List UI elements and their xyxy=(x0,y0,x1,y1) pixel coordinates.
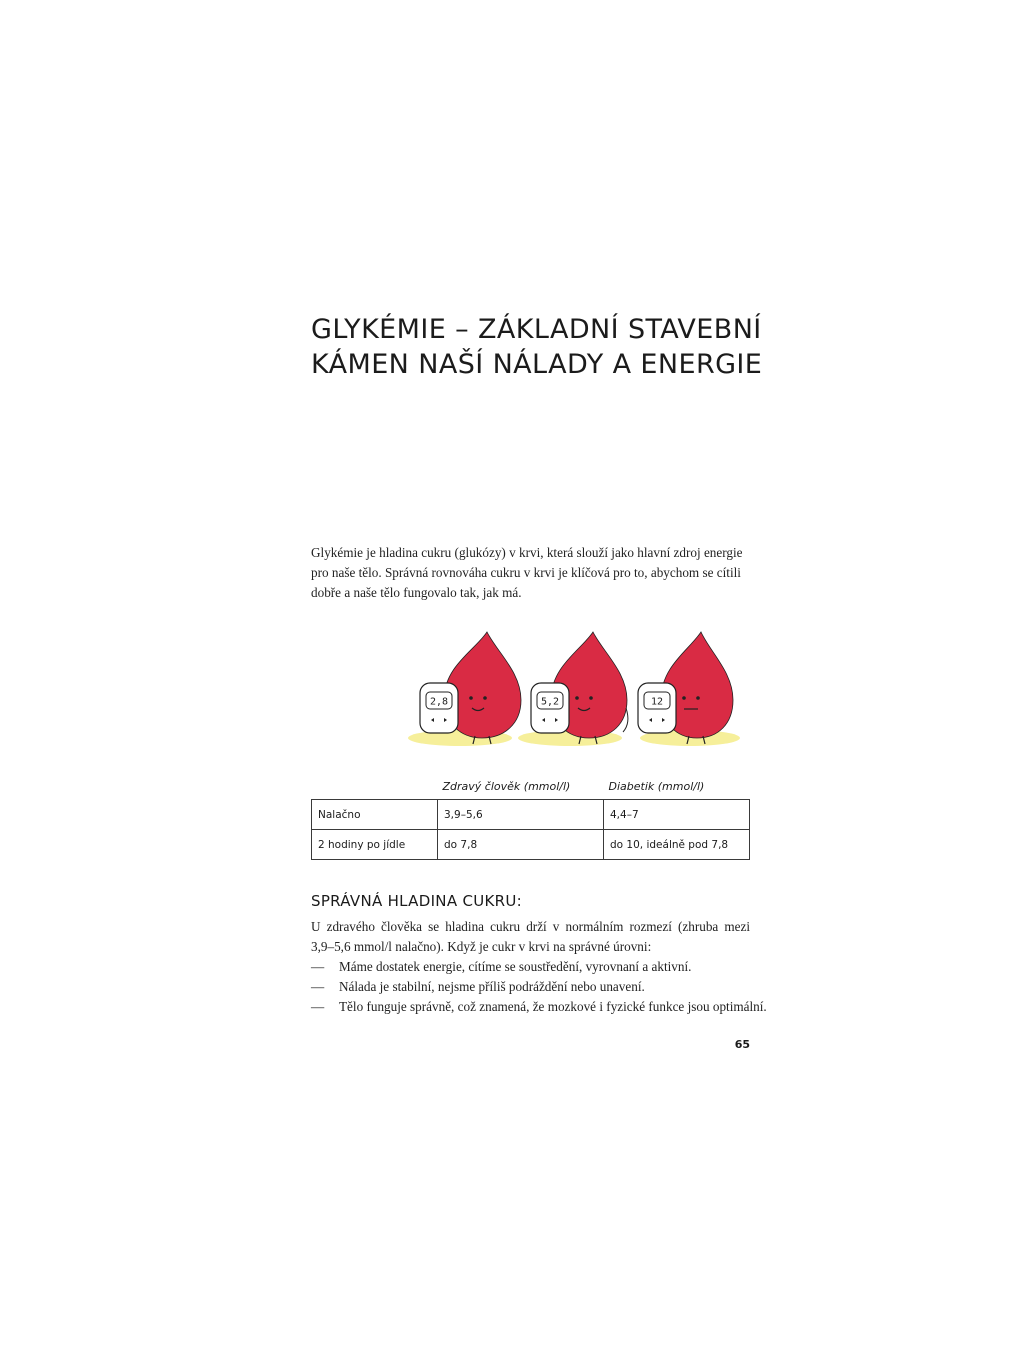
page-number: 65 xyxy=(734,1038,750,1051)
glucose-meter-2 xyxy=(531,683,569,733)
bullet-dash: — xyxy=(311,979,325,994)
list-item-text: Tělo funguje správně, což znamená, že mozkové i fyzické funkce jsou optimální. xyxy=(339,999,767,1014)
blood-drop-illustration xyxy=(405,628,750,750)
meter-reading-1: 2,8 xyxy=(429,696,449,708)
table-header-empty xyxy=(312,778,438,800)
chapter-title-line-1: GLYKÉMIE – ZÁKLADNÍ STAVEBNÍ xyxy=(311,314,762,345)
table-row xyxy=(312,830,750,860)
table-cell: Nalačno xyxy=(312,800,438,830)
section-heading: SPRÁVNÁ HLADINA CUKRU: xyxy=(311,892,523,910)
section-paragraph-line-2: 3,9–5,6 mmol/l nalačno). Když je cukr v krvi na správné úrovni: xyxy=(311,939,652,954)
table-header-healthy: Zdravý člověk (mmol/l) xyxy=(442,780,571,793)
glucose-meter-3 xyxy=(638,683,676,733)
list-item xyxy=(311,997,771,1017)
section-paragraph xyxy=(311,917,750,957)
glucose-levels-table xyxy=(311,778,750,860)
bullet-dash: — xyxy=(311,999,325,1014)
chapter-title xyxy=(311,312,771,382)
chapter-title-line-2: KÁMEN NAŠÍ NÁLADY A ENERGIE xyxy=(311,349,763,380)
blood-drop-character-2 xyxy=(518,632,628,746)
list-item-text: Nálada je stabilní, nejsme příliš podráždění nebo unavení. xyxy=(339,979,645,994)
table-cell: 4,4–7 xyxy=(604,800,750,830)
list-item xyxy=(311,977,771,997)
list-item xyxy=(311,957,771,977)
glucose-meter-1 xyxy=(420,683,458,733)
table-cell: 3,9–5,6 xyxy=(438,800,604,830)
table-cell: do 7,8 xyxy=(438,830,604,860)
meter-reading-3: 12 xyxy=(650,696,664,708)
blood-drop-character-3 xyxy=(638,632,740,746)
table-cell: do 10, ideálně pod 7,8 xyxy=(604,830,750,860)
intro-line-2: pro naše tělo. Správná rovnováha cukru v krvi je klíčová pro to, abychom se cítili xyxy=(311,565,741,580)
benefits-list xyxy=(311,957,771,1017)
intro-paragraph xyxy=(311,543,751,603)
blood-drop-character-1 xyxy=(408,632,521,746)
list-item-text: Máme dostatek energie, cítíme se soustředění, vyrovnaní a aktivní. xyxy=(339,959,692,974)
bullet-dash: — xyxy=(311,959,325,974)
table-header-row xyxy=(312,778,750,800)
section-paragraph-line-1: U zdravého člověka se hladina cukru drží v normálním rozmezí (zhruba mezi xyxy=(311,919,750,934)
meter-reading-2: 5,2 xyxy=(540,696,560,708)
intro-line-1: Glykémie je hladina cukru (glukózy) v krvi, která slouží jako hlavní zdroj energie xyxy=(311,545,743,560)
intro-line-3: dobře a naše tělo fungovalo tak, jak má. xyxy=(311,585,522,600)
table-header-diabetic: Diabetik (mmol/l) xyxy=(608,780,705,793)
table-row xyxy=(312,800,750,830)
table-cell: 2 hodiny po jídle xyxy=(312,830,438,860)
